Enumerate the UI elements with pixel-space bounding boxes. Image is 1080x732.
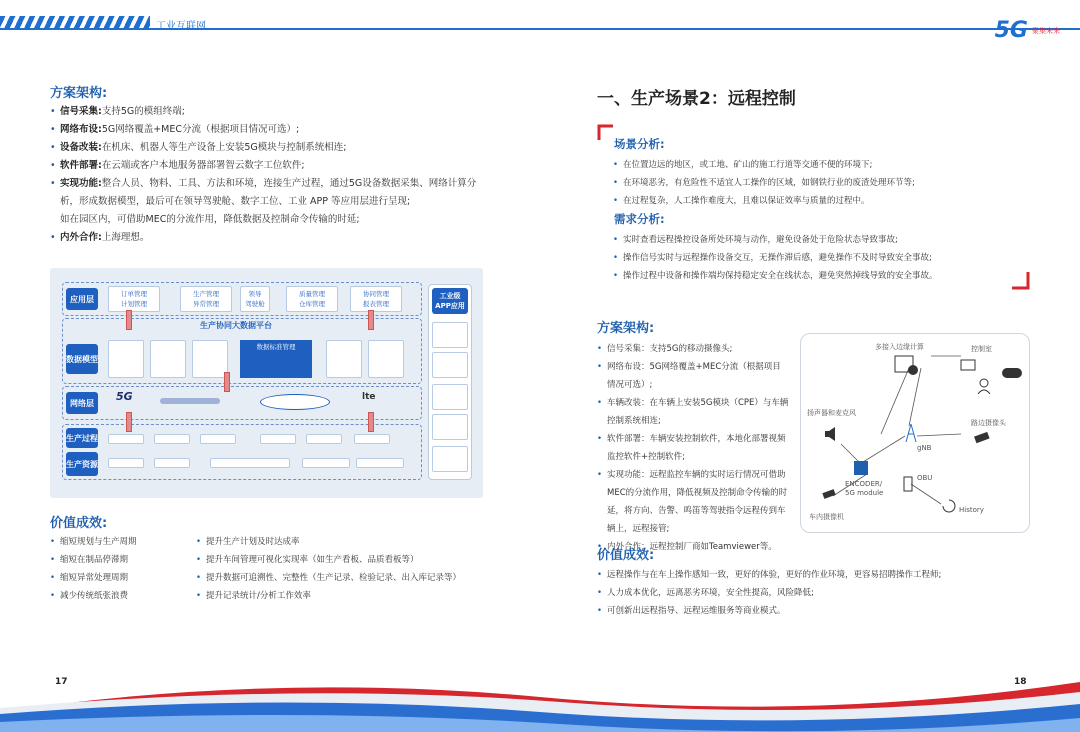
item-text: 上海理想。 <box>101 232 150 243</box>
encoder-module-icon <box>853 460 869 476</box>
scene-list <box>613 156 1023 210</box>
process-box <box>260 434 296 444</box>
speaker-label: 扬声器和麦克风 <box>807 409 856 417</box>
obu-device-icon <box>903 476 913 492</box>
mec-server-icon <box>893 354 923 378</box>
up-down-arrow <box>224 372 230 392</box>
process-box <box>306 434 342 444</box>
process-frame <box>62 424 422 480</box>
gamepad-icon <box>1001 366 1023 380</box>
item-text: 如在园区内，可借助MEC的分流作用，降低数据及控制命令传输的时延; <box>60 214 360 225</box>
list-item: • 缩短异常处理周期 <box>50 569 200 587</box>
list-item: • 缩短规划与生产周期 <box>50 533 200 551</box>
data-box <box>192 340 228 378</box>
list-item: • 人力成本优化，远离恶劣环境，安全性提高，风险降低; <box>597 584 1027 602</box>
side-app-box <box>432 322 468 348</box>
process-box <box>154 434 190 444</box>
footer-wave <box>0 652 1080 732</box>
data-box <box>108 340 144 378</box>
list-item: • 操作过程中设备和操作端均保持稳定安全在线状态，避免突然掉线导致的安全事故。 <box>613 267 1023 285</box>
resource-box <box>302 458 350 468</box>
obu-label: OBU <box>917 474 933 482</box>
left-arch-title: 方案架构: <box>50 86 108 101</box>
list-item: • 远程操作与在车上操作感知一致，更好的体验，更好的作业环境，更容易招聘操作工程师; <box>597 566 1027 584</box>
mec-label: 多接入边缘计算 <box>875 343 924 351</box>
side-app-box <box>432 352 468 378</box>
list-item: • 减少传统纸张浪费 <box>50 587 200 605</box>
right-page-title: 一、生产场景2：远程控制 <box>597 89 796 109</box>
logo-5g: 5G <box>994 18 1028 43</box>
app-box-production: 生产管理 异常管理 <box>180 286 232 312</box>
left-value-title: 价值成效: <box>50 516 108 531</box>
data-box <box>368 340 404 378</box>
page-number-left: 17 <box>55 677 68 687</box>
layer-process: 生产过程 <box>66 428 98 448</box>
list-item: • 软件部署：车辆安装控制软件，本地化部署视频监控软件+控制软件; <box>597 430 789 466</box>
control-room-label: 控制室 <box>971 345 992 353</box>
list-item <box>50 139 490 157</box>
incar-camera-icon <box>821 488 841 502</box>
app-box-cockpit: 领导 驾驶舱 <box>240 286 270 312</box>
need-title: 需求分析: <box>614 212 665 226</box>
control-room-icon <box>959 358 979 374</box>
industrial-app-title: 工业级APP应用 <box>432 288 468 314</box>
section-label: 工业互联网 <box>156 21 206 32</box>
list-item: • 可创新出远程指导、远程运维服务等商业模式。 <box>597 602 1027 620</box>
network-link <box>160 398 220 404</box>
operator-icon <box>977 378 991 394</box>
net-lte-logo: lte <box>362 392 376 402</box>
list-item: • 实时查看远程操控设备所处环境与动作，避免设备处于危险状态导致事故; <box>613 231 1023 249</box>
app-box-order: 订单管理 计划管理 <box>108 286 160 312</box>
list-item: • 提升数据可追溯性、完整性（生产记录、检验记录、出入库记录等） <box>196 569 496 587</box>
roadside-camera-icon <box>973 430 995 446</box>
right-arch-list <box>597 340 789 556</box>
item-label: 内外合作: <box>60 232 102 243</box>
list-item <box>50 229 490 247</box>
list-item: • 提升生产计划及时达成率 <box>196 533 496 551</box>
side-app-box <box>432 414 468 440</box>
resource-box <box>154 458 190 468</box>
app-box-collab: 协同管理 报表管理 <box>350 286 402 312</box>
layer-app: 应用层 <box>66 288 98 310</box>
item-label: 软件部署: <box>60 160 102 171</box>
item-label: 设备改装: <box>60 142 102 153</box>
app-box-quality: 质量管理 仓库管理 <box>286 286 338 312</box>
data-standard-box: 数据标准管理 <box>240 340 312 378</box>
roadcam-label: 路边摄像头 <box>971 419 1006 427</box>
list-item: • 操作信号实时与远程操作设备交互，无操作滞后感，避免操作不及时导致安全事故; <box>613 249 1023 267</box>
list-item: • 在环境恶劣，有危险性不适宜人工操作的区域，如钢铁行业的废渣处理环节等; <box>613 174 1023 192</box>
right-value-list <box>597 566 1027 620</box>
logo-subtitle: 聚集未来 <box>1032 26 1060 35</box>
item-text: 在云端或客户本地服务器部署智云数字工位软件; <box>101 160 305 171</box>
item-text: 5G网络覆盖+MEC分流（根据项目情况可选）; <box>101 124 300 135</box>
list-item <box>50 157 490 175</box>
encoder-label: ENCODER/ 5G module <box>845 480 884 497</box>
resource-box <box>210 458 290 468</box>
left-value-col1 <box>50 533 200 605</box>
resource-box <box>108 458 144 468</box>
gnb-tower-icon <box>903 422 919 444</box>
side-app-box <box>432 384 468 410</box>
scene-title: 场景分析: <box>614 137 665 151</box>
list-item: • 信号采集：支持5G的移动摄像头; <box>597 340 789 358</box>
up-down-arrow <box>126 412 132 432</box>
layer-network: 网络层 <box>66 392 98 414</box>
list-item: • 内外合作：远程控制厂商如Teamviewer等。 <box>597 538 789 556</box>
list-item: • 缩短在制品停滞期 <box>50 551 200 569</box>
cloud-shape <box>260 394 330 410</box>
need-list <box>613 231 1023 285</box>
list-item <box>50 211 490 229</box>
item-text: 在机床、机器人等生产设备上安装5G模块与控制系统相连; <box>101 142 347 153</box>
gnb-label: gNB <box>917 444 932 452</box>
list-item: • 网络布设：5G网络覆盖+MEC分流（根据项目情况可选）; <box>597 358 789 394</box>
brand-logo <box>995 18 1060 43</box>
layer-data-model: 数据模型 <box>66 344 98 374</box>
up-down-arrow <box>126 310 132 330</box>
process-box <box>200 434 236 444</box>
list-item: • 车辆改装：在车辆上安装5G模块（CPE）与车辆控制系统相连; <box>597 394 789 430</box>
data-box <box>150 340 186 378</box>
remote-control-diagram <box>800 333 1030 533</box>
left-value-col2 <box>196 533 496 605</box>
list-item: • 在位置边远的地区，或工地、矿山的施工行道等交通不便的环境下; <box>613 156 1023 174</box>
right-arch-title: 方案架构: <box>597 321 655 336</box>
item-text: 支持5G的模组终端; <box>101 106 185 117</box>
speaker-icon <box>823 426 841 442</box>
side-app-box <box>432 446 468 472</box>
history-label: History <box>959 506 984 514</box>
list-item: • 实现功能：远程监控车辆的实时运行情况可借助MEC的分流作用，降低视频及控制命令传输的时延，将方向、告警、鸣笛等驾驶指令远程传到车辆上，远程接管; <box>597 466 789 538</box>
layer-resource: 生产资源 <box>66 452 98 476</box>
list-item <box>50 175 490 211</box>
process-box <box>108 434 144 444</box>
item-label: 信号采集: <box>60 106 102 117</box>
process-box <box>354 434 390 444</box>
corner-bracket-top <box>597 124 613 140</box>
history-icon <box>941 498 957 514</box>
data-box <box>326 340 362 378</box>
item-text: 整合人员、物料、工具、方法和环境，连接生产过程，通过5G设备数据采集、网络计算分析，形成数据模型，最后可在领导驾驶舱、数字工位、工业 APP 等应用层进行呈现; <box>60 178 477 207</box>
up-down-arrow <box>368 310 374 330</box>
list-item: • 提升记录统计/分析工作效率 <box>196 587 496 605</box>
page-number-right: 18 <box>1014 677 1027 687</box>
net-5g-logo: 5G <box>116 390 133 403</box>
platform-title: 生产协同大数据平台 <box>200 321 272 330</box>
right-value-title: 价值成效: <box>597 548 655 563</box>
incar-camera-label: 车内摄像机 <box>809 513 844 521</box>
architecture-diagram <box>50 268 483 498</box>
list-item <box>50 103 490 121</box>
resource-box <box>356 458 404 468</box>
item-label: 实现功能: <box>60 178 102 189</box>
up-down-arrow <box>368 412 374 432</box>
list-item: • 在过程复杂，人工操作难度大，且难以保证效率与质量的过程中。 <box>613 192 1023 210</box>
list-item <box>50 121 490 139</box>
left-arch-list <box>50 103 490 247</box>
item-label: 网络布设: <box>60 124 102 135</box>
list-item: • 提升车间管理可视化实现率（如生产看板、品质看板等） <box>196 551 496 569</box>
